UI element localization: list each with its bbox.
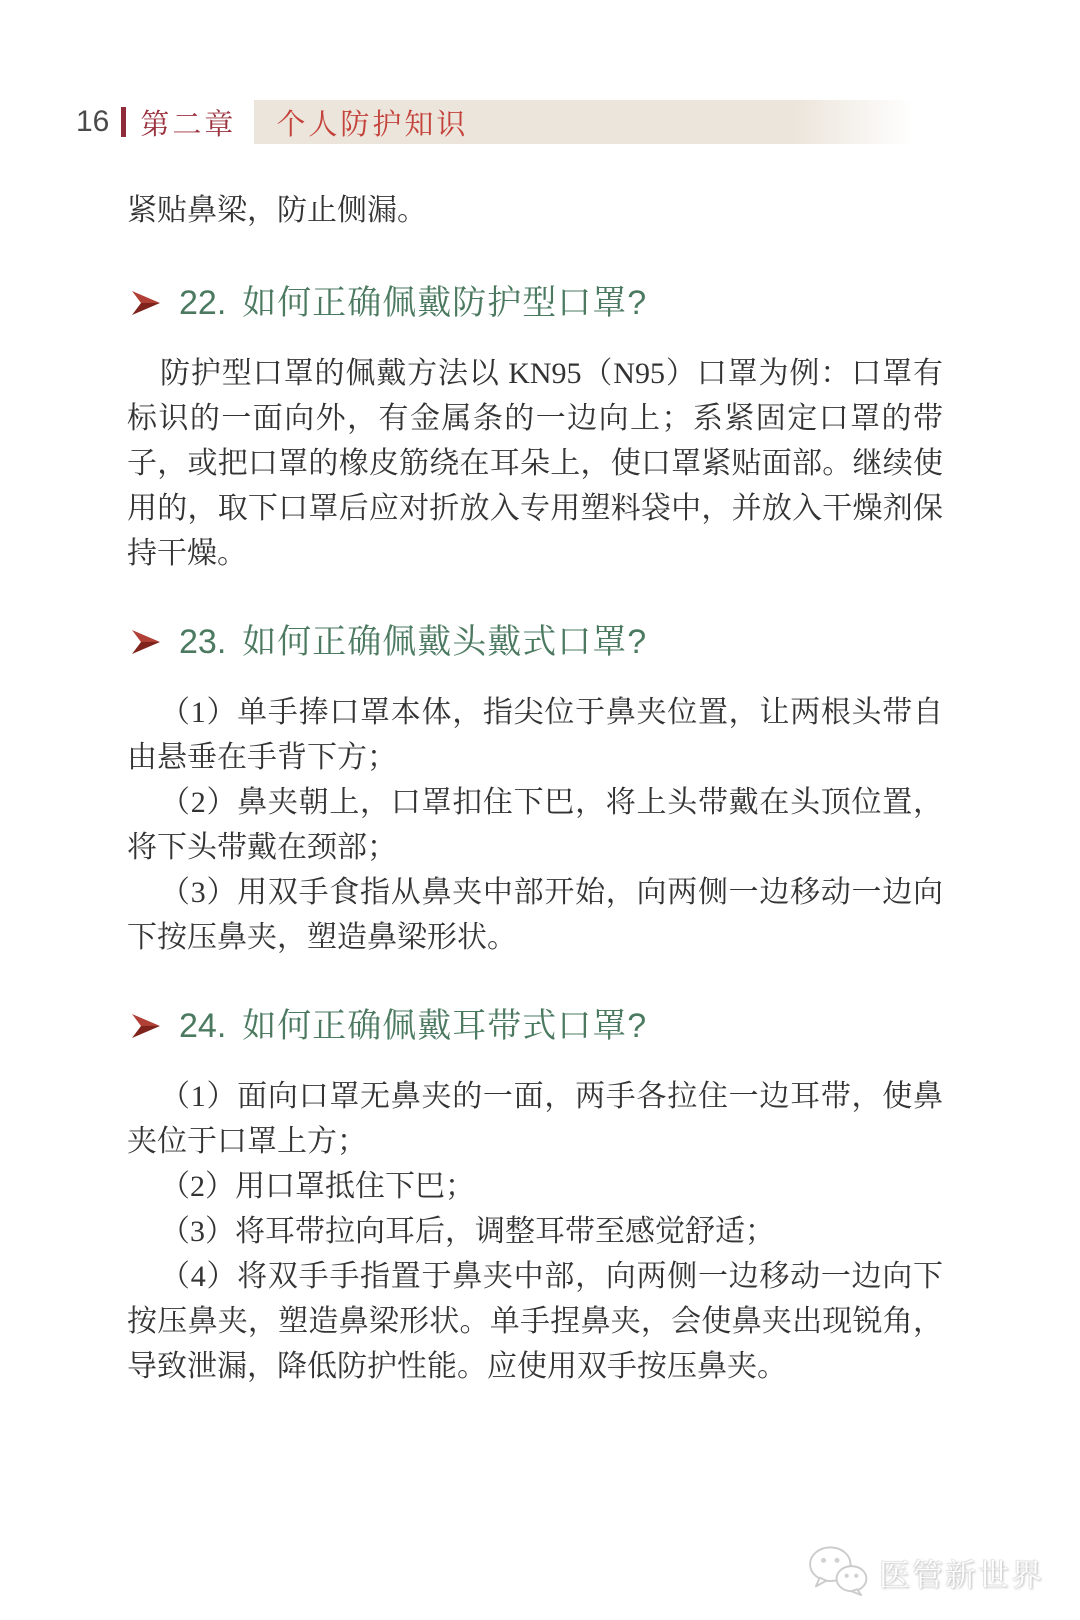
section-q22: [0, 283, 1080, 576]
watermark-text: 医管新世界: [879, 1558, 1044, 1593]
question-title: 如何正确佩戴头戴式口罩?: [242, 623, 648, 661]
header-divider: [121, 107, 126, 137]
question-heading: [131, 283, 943, 323]
page-number: 16: [76, 105, 110, 138]
question-title: 如何正确佩戴耳带式口罩?: [242, 1007, 648, 1045]
question-number: 24.: [179, 1007, 227, 1045]
red-arrowhead-icon: [131, 1013, 161, 1039]
paragraph: （3）将耳带拉向耳后，调整耳带至感觉舒适；: [160, 1215, 775, 1248]
paragraph: （3）用双手食指从鼻夹中部开始，向两侧一边移动一边向下按压鼻夹，塑造鼻梁形状。: [127, 876, 943, 954]
section-q23: [0, 622, 1080, 960]
red-arrowhead-icon: [131, 629, 161, 655]
question-number: 23.: [179, 623, 227, 661]
section-title-strip: [254, 100, 914, 144]
intro-paragraph: 紧贴鼻梁，防止侧漏。: [127, 194, 427, 227]
question-heading: [131, 1006, 943, 1046]
section-q24: [0, 1006, 1080, 1389]
question-heading: [131, 622, 943, 662]
chapter-label: 第二章: [140, 108, 237, 141]
section-title: 个人防护知识: [276, 108, 469, 141]
question-title: 如何正确佩戴防护型口罩?: [242, 284, 648, 322]
paragraph: （1）面向口罩无鼻夹的一面，两手各拉住一边耳带，使鼻夹位于口罩上方；: [127, 1080, 943, 1158]
paragraph: （1）单手捧口罩本体，指尖位于鼻夹位置，让两根头带自由悬垂在手背下方；: [127, 696, 943, 774]
paragraph: （2）鼻夹朝上，口罩扣住下巴，将上头带戴在头顶位置，将下头带戴在颈部；: [127, 786, 943, 864]
page-header: [76, 100, 1080, 144]
paragraph: （2）用口罩抵住下巴；: [160, 1170, 475, 1203]
paragraph: （4）将双手手指置于鼻夹中部，向两侧一边移动一边向下按压鼻夹，塑造鼻梁形状。单手捏鼻夹，会使鼻夹出现锐角，导致泄漏，降低防护性能。应使用双手按压鼻夹。: [127, 1260, 943, 1383]
wechat-logo-icon: [807, 1544, 869, 1601]
red-arrowhead-icon: [131, 290, 161, 316]
paragraph: 防护型口罩的佩戴方法以 KN95（N95）口罩为例：口罩有标识的一面向外，有金属条的一边向上；系紧固定口罩的带子，或把口罩的橡皮筋绕在耳朵上，使口罩紧贴面部。继续使用的，取下口罩后应对折放入专用塑料袋中，并放入干燥剂保持干燥。: [127, 357, 943, 570]
watermark: [807, 1544, 1044, 1601]
question-number: 22.: [179, 284, 227, 322]
